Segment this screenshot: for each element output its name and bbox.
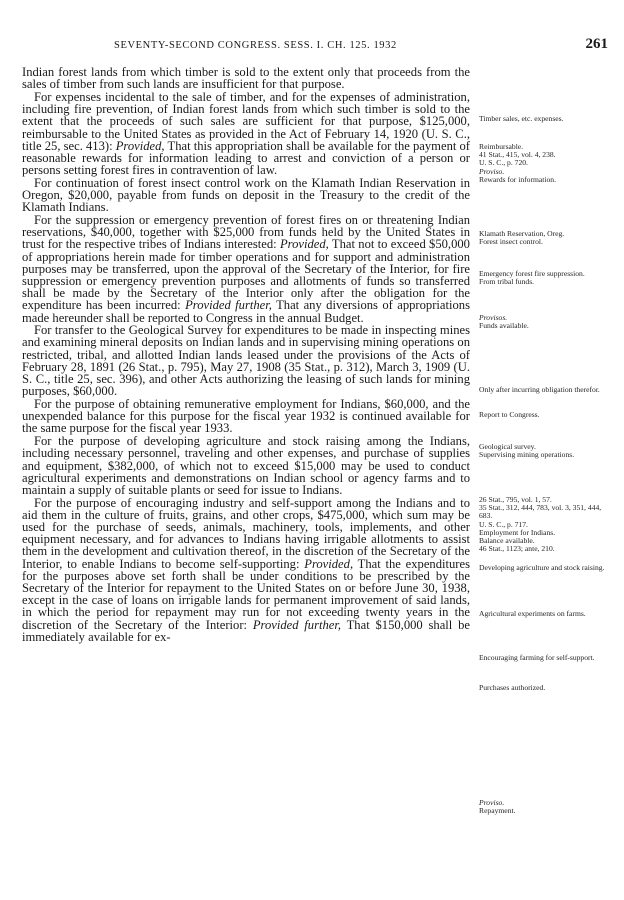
paragraph-text: That the expenditures for the purposes above set forth shall be under conditions to be prescribed by the Secretary of the Interior for repayment to the United States on or before June 30, 1938, except in the case of loans on irrigable lands for permanent improvement of said lands, in which the period for repayment may run for not exceeding twenty years in the discretion of the Secretary of the Interior: xyxy=(22,556,470,632)
body-paragraph xyxy=(22,91,470,176)
margin-note-line: Provisos. xyxy=(479,313,508,322)
running-head: SEVENTY-SECOND CONGRESS. SESS. I. CH. 125. 1932 xyxy=(114,40,397,51)
margin-note xyxy=(479,799,609,815)
margin-note-line: Encouraging farming for self-support. xyxy=(479,653,595,662)
margin-note-line: 35 Stat., 312, 444, 783, vol. 3, 351, 444, 683. xyxy=(479,503,602,521)
body-paragraph xyxy=(22,324,470,397)
margin-note-line: Purchases authorized. xyxy=(479,683,546,692)
paragraph-text: For transfer to the Geological Survey for expenditures to be made in inspecting mines and examining mineral deposits on Indian lands and in supervising mining operations on restricted, tribal, and allotted Indian lands leased under the provisions of the Acts of February 28, 1891 (26 Stat., p. 795), May 27, 1908 (35 Stat., p. 312), March 3, 1909 (U. S. C., title 25, sec. 396), and other Acts authorizing the leasing of such lands for mining purposes, $60,000. xyxy=(22,323,470,399)
proviso-emphasis: Provided, xyxy=(304,556,354,571)
body-text xyxy=(22,66,470,644)
margin-note-line: Klamath Reservation, Oreg. xyxy=(479,229,565,238)
margin-note-line: Developing agriculture and stock raising. xyxy=(479,563,605,572)
body-paragraph xyxy=(22,435,470,496)
margin-note-line: 46 Stat., 1123; ante, 210. xyxy=(479,544,555,554)
margin-note xyxy=(479,654,609,662)
paragraph-text: For continuation of forest insect control work on the Klamath Indian Reservation in Oregon, $20,000, payable from funds on deposit in the Treasury to the credit of the Klamath Indians. xyxy=(22,175,470,215)
paragraph-text: That not to exceed $50,000 of appropriations herein made for timber operations and for support and administration purposes may be transferred, upon the approval of the Secretary of the Interior, for fire suppression or emergency prevention purposes and allotments of funds so transferred shall be made by the Secretary of the Interior only after the obligation for the expenditure has been incurred: xyxy=(22,237,470,313)
paragraph-text: For the suppression or emergency prevention of forest fires on or threatening Indian reservations, $40,000, together with $25,000 from funds held by the United States in trust for the respective tribes of Indians interested: xyxy=(22,212,470,252)
paragraph-text: For expenses incidental to the sale of timber, and for the expenses of administration, including fire prevention, of Indian forest lands from which such timber is sold to the extent that the proceeds of such sales are sufficient for that purpose, $125,000, reimbursable to the United States as provided in the Act of February 14, 1920 (U. S. C., title 25, sec. 413): xyxy=(22,89,470,153)
margin-note-line: Report to Congress. xyxy=(479,410,540,419)
proviso-emphasis: Provided further, xyxy=(185,298,272,313)
page-header xyxy=(22,36,610,56)
margin-note xyxy=(479,270,609,286)
body-paragraph xyxy=(22,66,470,90)
margin-note xyxy=(479,610,609,618)
margin-note-line: Proviso. xyxy=(479,166,505,176)
margin-note-line: 41 Stat., 415, vol. 4, 238. xyxy=(479,150,556,160)
margin-note-line: From tribal funds. xyxy=(479,277,535,287)
margin-note-line: Emergency forest fire suppression. xyxy=(479,269,585,278)
margin-note xyxy=(479,443,609,459)
body-paragraph xyxy=(22,214,470,324)
proviso-emphasis: Provided further, xyxy=(252,617,342,632)
margin-note xyxy=(479,564,609,572)
margin-note-line: 26 Stat., 795, vol. 1, 57. xyxy=(479,495,552,504)
margin-note-line: Rewards for information. xyxy=(479,174,556,184)
paragraph-text: That this appropriation shall be available for the payment of reasonable rewards for information leading to arrest and conviction of a person or persons setting forest fires in contravention of law. xyxy=(22,138,471,178)
margin-note xyxy=(479,143,609,184)
margin-note xyxy=(479,386,609,394)
margin-note-line: Repayment. xyxy=(479,806,516,816)
margin-note xyxy=(479,684,609,692)
proviso-emphasis: Provided, xyxy=(279,237,329,252)
margin-note-line: U. S. C., p. 717. xyxy=(479,519,528,529)
margin-note xyxy=(479,314,609,330)
margin-note-line: Agricultural experiments on farms. xyxy=(479,609,586,618)
margin-note xyxy=(479,115,609,123)
paragraph-text: That $150,000 shall be immediately available for ex- xyxy=(22,617,470,644)
margin-note xyxy=(479,496,609,553)
page-number: 261 xyxy=(585,36,608,52)
body-paragraph xyxy=(22,177,470,214)
margin-note-line: Supervising mining operations. xyxy=(479,450,575,460)
paragraph-text: For the purpose of encouraging industry and self-support among the Indians and to aid them in the culture of fruits, grains, and other crops, $475,000, which sum may be used for the purchase of seeds, animals, machinery, tools, implements, and other equipment necessary, and for advances to Indians having irrigable allotments to assist them in the development and cultivation thereof, in the discretion of the Secretary of the Interior, to enable Indians to become self-supporting: xyxy=(22,495,470,571)
proviso-emphasis: Provided, xyxy=(115,138,165,153)
paragraph-text: That any diversions of appropriations made hereunder shall be reported to Congress in the annual Budget. xyxy=(22,298,470,325)
margin-note xyxy=(479,230,609,246)
body-paragraph xyxy=(22,398,470,435)
margin-note xyxy=(479,411,609,419)
margin-note-line: Funds available. xyxy=(479,321,529,331)
paragraph-text: Indian forest lands from which timber is sold to the extent only that proceeds from the sales of timber from such lands are insufficient for that purpose. xyxy=(22,65,470,92)
margin-note-line: Only after incurring obligation therefor. xyxy=(479,385,600,394)
margin-note-line: Proviso. xyxy=(479,798,505,807)
paragraph-text: For the purpose of developing agriculture and stock raising among the Indians, including necessary personnel, traveling and other expenses, and purchase of supplies and equipment, $382,000, of which not to exceed $15,000 may be used to conduct agricultural experiments and demonstrations on Indian school or agency farms and to maintain a supply of suitable plants or seed for issue to Indians. xyxy=(22,434,470,497)
margin-note-line: Reimbursable. xyxy=(479,142,524,151)
margin-note-line: Timber sales, etc. expenses. xyxy=(479,114,564,123)
body-paragraph xyxy=(22,497,470,643)
margin-note-line: Geological survey. xyxy=(479,442,536,451)
margin-note-line: Employment for Indians. xyxy=(479,527,556,537)
paragraph-text: For the purpose of obtaining remunerative employment for Indians, $60,000, and the unexpended balance for this purpose for the fiscal year 1932 is continued available for the same purpose for the fiscal year 1933. xyxy=(22,396,470,436)
margin-note-line: U. S. C., p. 720. xyxy=(479,158,528,168)
margin-note-line: Balance available. xyxy=(479,536,535,546)
margin-note-line: Forest insect control. xyxy=(479,237,543,247)
